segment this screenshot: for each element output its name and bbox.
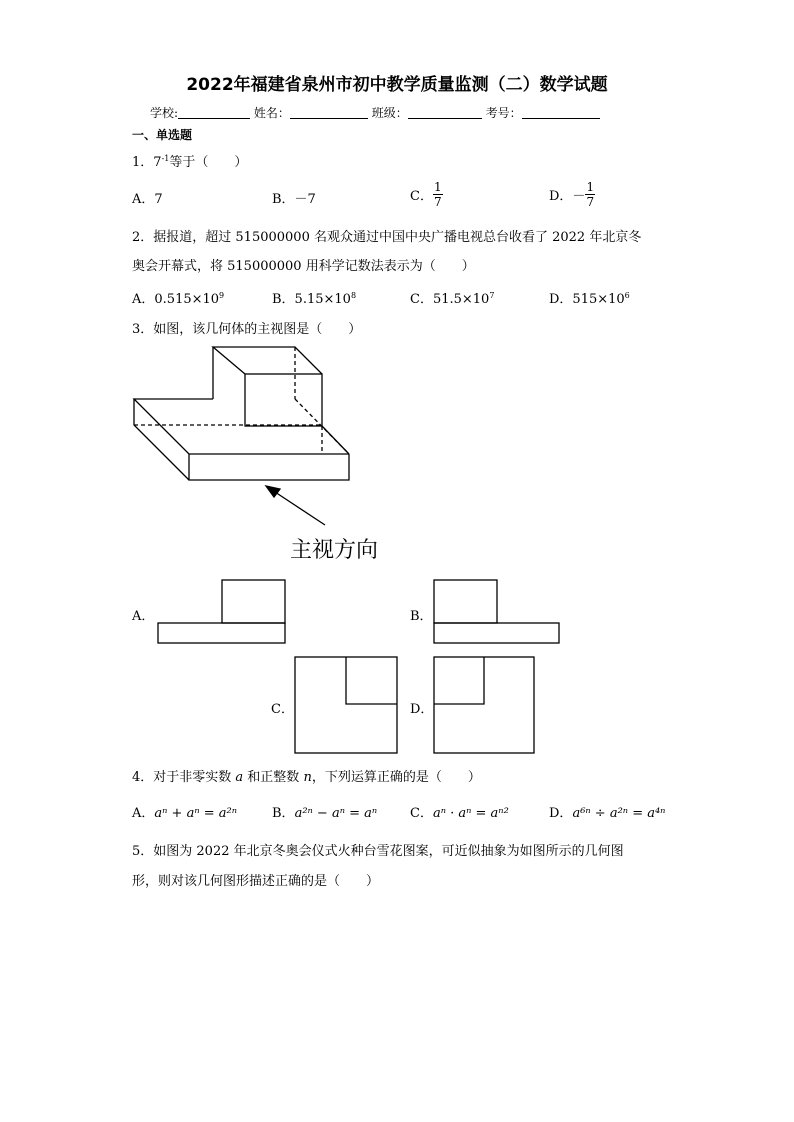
q4-option-d-label: D． (549, 806, 573, 821)
section-heading: 一、单选题 (132, 128, 193, 142)
q4-option-a-label: A． (132, 806, 155, 821)
school-label: 学校: (150, 106, 179, 120)
q4-option-a (132, 802, 237, 821)
numerator: 1 (586, 180, 595, 194)
denominator: 7 (433, 195, 442, 209)
q1-exponent: -1 (161, 154, 170, 163)
numerator: 1 (433, 180, 442, 194)
question-2-line-1: 2．据报道，超过 515000000 名观众通过中国中央广播电视总台收看了 2022 年北京冬 (132, 230, 642, 245)
q3-option-d-label: D． (410, 702, 434, 717)
view-direction-label: 主视方向 (290, 538, 379, 563)
q2-option-b-text: B．5.15×10 (272, 292, 351, 307)
q1-option-c-label: C． (410, 189, 433, 204)
question-2-line-2: 奥会开幕式，将 515000000 用科学记数法表示为（ ） (132, 259, 475, 274)
q4-option-c-expr: aⁿ · aⁿ = aⁿ² (432, 806, 509, 821)
q1-option-d-label: D．－ (549, 189, 586, 204)
q4-text-pre: 4．对于非零实数 (132, 770, 236, 785)
q4-option-d-expr: a⁶ⁿ ÷ a²ⁿ = a⁴ⁿ (572, 806, 666, 821)
name-label: 姓名： (253, 106, 290, 120)
q2-option-d-exp: 6 (624, 291, 630, 300)
q4-option-d (549, 802, 665, 821)
q1-option-a: A．7 (132, 192, 163, 207)
q4-var-n: n (303, 770, 312, 785)
q2-option-c-exp: 7 (489, 291, 495, 300)
q2-option-a-exp: 9 (219, 291, 225, 300)
class-label: 班级： (371, 106, 408, 120)
question-5-line-2: 形，则对该几何图形描述正确的是（ ） (132, 874, 380, 889)
q3-option-c-label: C． (271, 702, 294, 717)
q2-option-c-text: C．51.5×10 (410, 292, 490, 307)
q4-option-c (410, 802, 509, 821)
q1-option-b: B．－7 (272, 192, 316, 207)
q4-option-b (272, 802, 377, 821)
question-5-line-1: 5．如图为 2022 年北京冬奥会仪式火种台雪花图案，可近似抽象为如图所示的几何图 (132, 844, 624, 859)
q4-option-b-label: B． (272, 806, 295, 821)
q3-option-a-label: A． (132, 609, 155, 624)
denominator: 7 (586, 195, 595, 209)
q2-option-d-text: D．515×10 (549, 292, 625, 307)
q4-var-a: a (235, 770, 244, 785)
q4-option-b-expr: a²ⁿ − aⁿ = aⁿ (294, 806, 378, 821)
q4-option-c-label: C． (410, 806, 433, 821)
q2-option-b-exp: 8 (350, 291, 357, 300)
question-4 (132, 766, 481, 785)
q4-option-a-expr: aⁿ + aⁿ = a²ⁿ (154, 806, 237, 821)
question-3: 3．如图，该几何体的主视图是（ ） (132, 322, 362, 337)
q4-text-mid: 和正整数 (243, 770, 304, 785)
exam-number-label: 考号： (485, 106, 522, 120)
q2-option-a-text: A．0.515×10 (132, 292, 220, 307)
q1-base: 7 (153, 155, 162, 170)
q4-text-post: ，下列运算正确的是（ ） (311, 770, 481, 785)
q3-option-b-label: B． (410, 609, 433, 624)
q1-text: 等于（ ） (169, 155, 248, 170)
page-title: 2022年福建省泉州市初中教学质量监测（二）数学试题 (186, 75, 608, 95)
q1-number: 1． (132, 155, 154, 170)
